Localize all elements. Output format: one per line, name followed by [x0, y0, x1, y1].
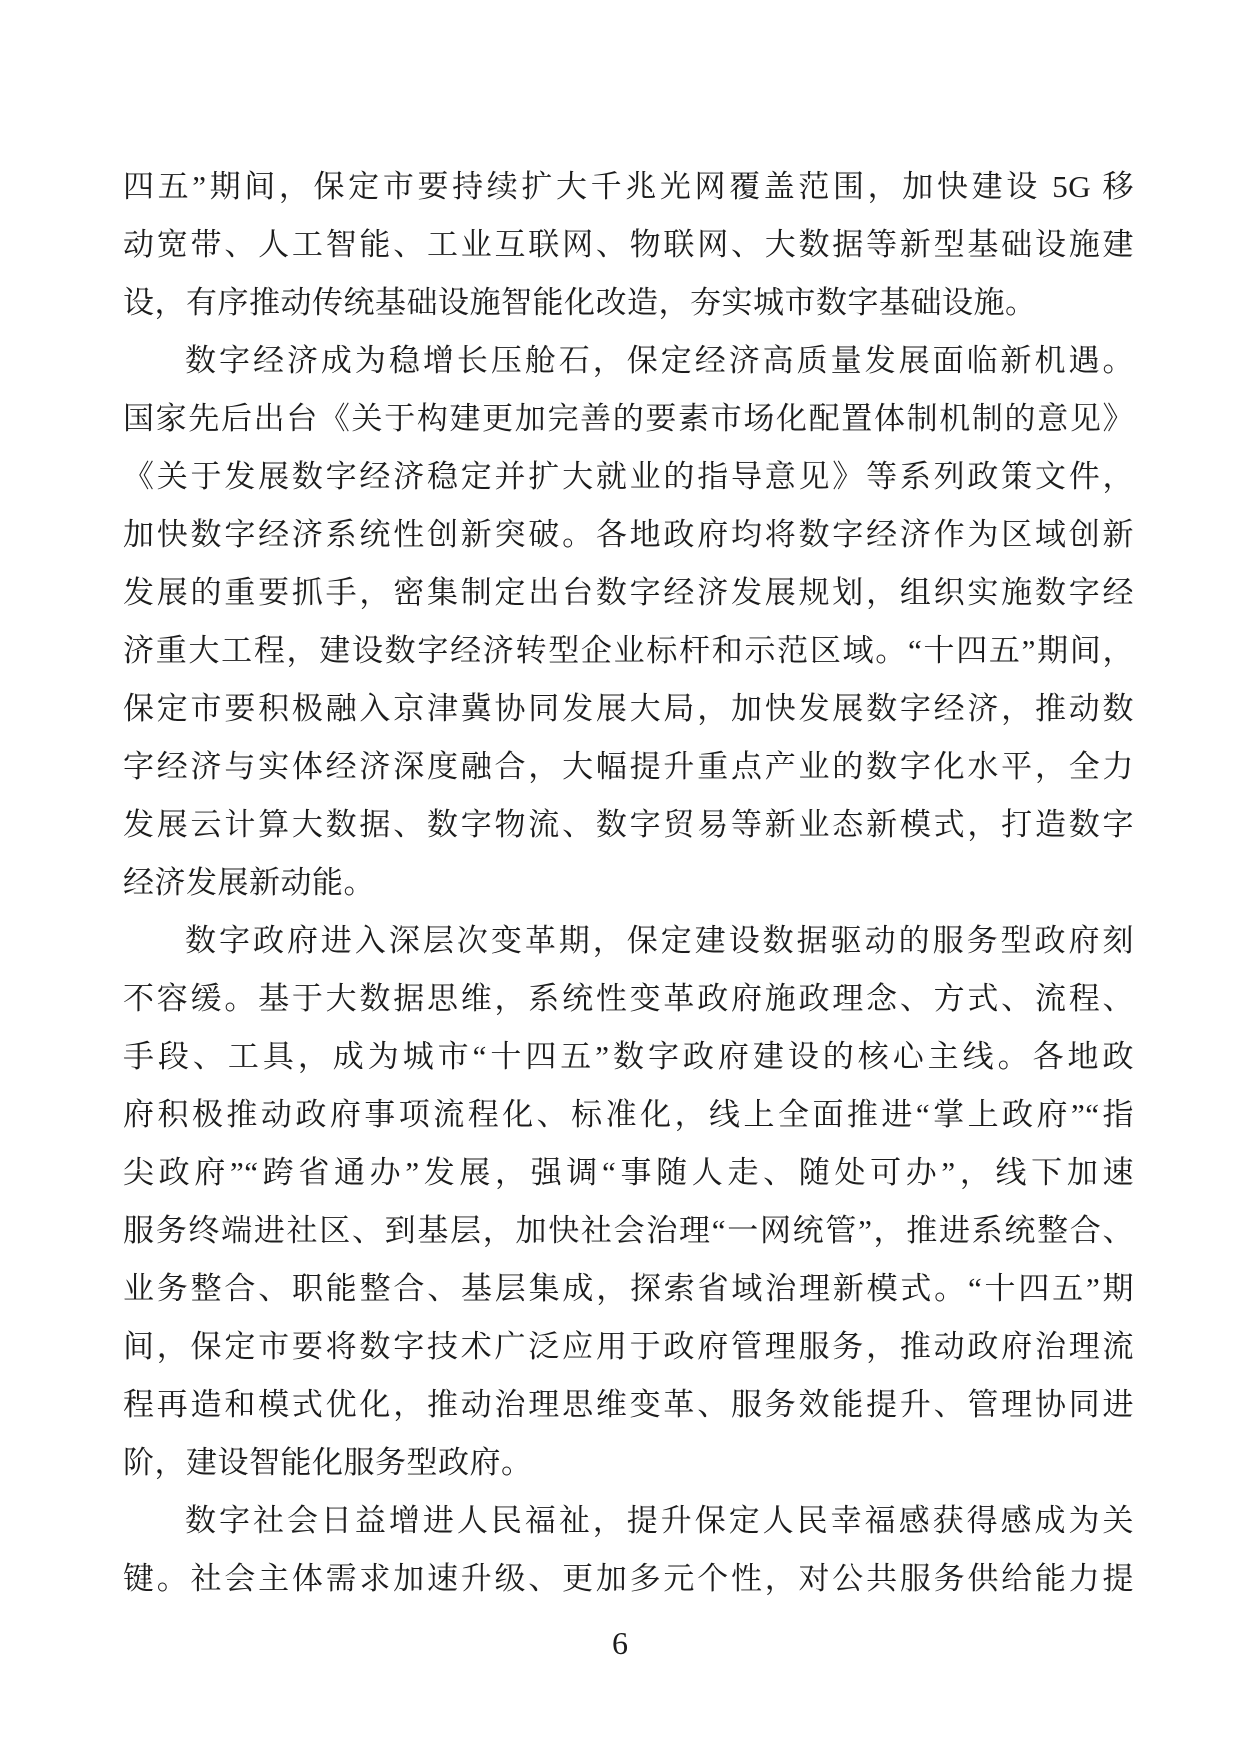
text-line: 加快数字经济系统性创新突破。各地政府均将数字经济作为区域创新 [123, 517, 1134, 552]
text-line: 尖政府”“跨省通办”发展，强调“事随人走、随处可办”，线下加速 [123, 1155, 1134, 1190]
document-body [123, 158, 1134, 1608]
paragraph [123, 1492, 1134, 1608]
text-line: 动宽带、人工智能、工业互联网、物联网、大数据等新型基础设施建 [123, 227, 1134, 262]
paragraph [123, 158, 1134, 332]
text-line: 发展云计算大数据、数字物流、数字贸易等新业态新模式，打造数字 [123, 807, 1134, 842]
text-line: 程再造和模式优化，推动治理思维变革、服务效能提升、管理协同进 [123, 1387, 1134, 1422]
text-line: 阶，建设智能化服务型政府。 [123, 1445, 533, 1480]
text-line: 设，有序推动传统基础设施智能化改造，夯实城市数字基础设施。 [123, 285, 1037, 320]
text-line: 经济发展新动能。 [123, 865, 375, 900]
text-line: 保定市要积极融入京津冀协同发展大局，加快发展数字经济，推动数 [123, 691, 1134, 726]
page-number: 6 [612, 1625, 628, 1661]
text-line: 服务终端进社区、到基层，加快社会治理“一网统管”，推进系统整合、 [123, 1213, 1134, 1248]
text-line: 《关于发展数字经济稳定并扩大就业的指导意见》等系列政策文件， [123, 459, 1134, 494]
text-line: 济重大工程，建设数字经济转型企业标杆和示范区域。“十四五”期间， [123, 633, 1134, 668]
text-line: 数字政府进入深层次变革期，保定建设数据驱动的服务型政府刻 [185, 923, 1134, 958]
text-line: 四五”期间，保定市要持续扩大千兆光网覆盖范围，加快建设 5G 移 [123, 169, 1134, 204]
text-line: 业务整合、职能整合、基层集成，探索省域治理新模式。“十四五”期 [123, 1271, 1134, 1306]
text-line: 府积极推动政府事项流程化、标准化，线上全面推进“掌上政府”“指 [123, 1097, 1134, 1132]
text-line: 字经济与实体经济深度融合，大幅提升重点产业的数字化水平，全力 [123, 749, 1134, 784]
paragraph [123, 332, 1134, 912]
text-line: 国家先后出台《关于构建更加完善的要素市场化配置体制机制的意见》 [123, 401, 1134, 436]
text-line: 手段、工具，成为城市“十四五”数字政府建设的核心主线。各地政 [123, 1039, 1134, 1074]
text-line: 发展的重要抓手，密集制定出台数字经济发展规划，组织实施数字经 [123, 575, 1134, 610]
text-line: 间，保定市要将数字技术广泛应用于政府管理服务，推动政府治理流 [123, 1329, 1134, 1364]
text-line: 键。社会主体需求加速升级、更加多元个性，对公共服务供给能力提 [123, 1561, 1134, 1596]
text-line: 不容缓。基于大数据思维，系统性变革政府施政理念、方式、流程、 [123, 981, 1134, 1016]
paragraph [123, 912, 1134, 1492]
text-line: 数字经济成为稳增长压舱石，保定经济高质量发展面临新机遇。 [185, 343, 1134, 378]
text-line: 数字社会日益增进人民福祉，提升保定人民幸福感获得感成为关 [185, 1503, 1134, 1538]
